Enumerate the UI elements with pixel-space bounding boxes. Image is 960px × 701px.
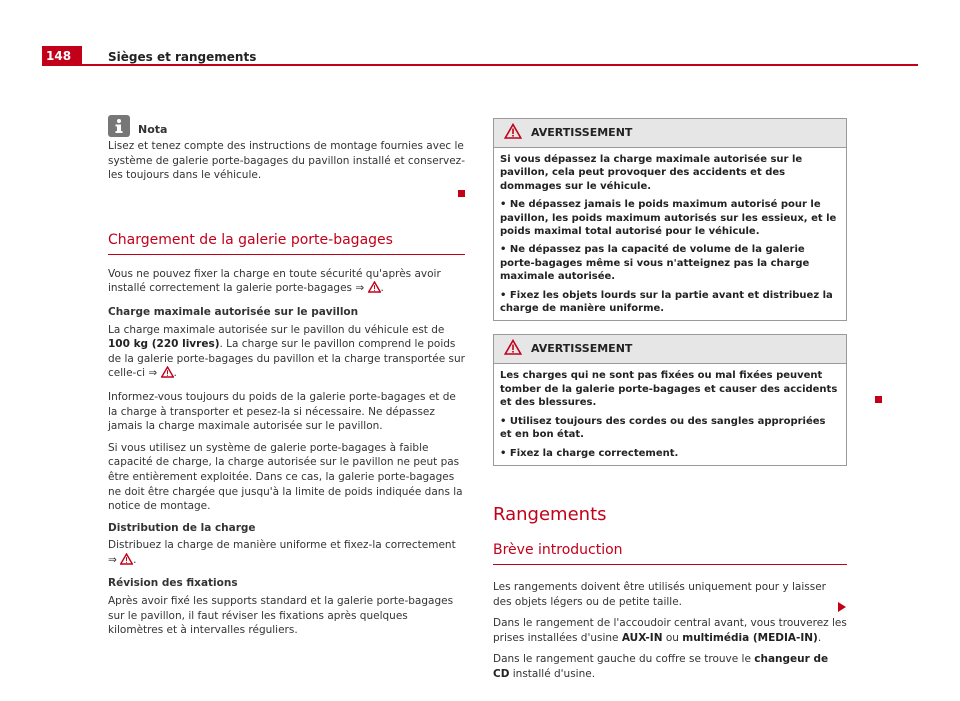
warning-link-icon[interactable] xyxy=(161,366,174,383)
max-load-title: Charge maximale autorisée sur le pavillon xyxy=(108,305,359,318)
max-load-p3: Si vous utilisez un système de galerie porte-bagages à faible capacité de charge, la charge autorisée sur le pavillon ne peut pas être entièrement exploitée. Dans ce cas, la galerie porte-bagages ne doit être chargée que jusqu'à la limite de poids indiquée dans la notice de montage. xyxy=(108,441,463,513)
warning-link-icon[interactable] xyxy=(368,281,381,298)
loading-intro: Vous ne pouvez fixer la charge en toute sécurité qu'après avoir installé correctement la galerie porte-bagages ⇒ . xyxy=(108,267,465,298)
distribution-title: Distribution de la charge xyxy=(108,521,256,534)
warning-body xyxy=(494,364,846,464)
distribution-text: Distribuez la charge de manière uniforme et fixez-la correctement ⇒ . xyxy=(108,538,465,569)
note-title: Nota xyxy=(138,122,168,136)
warning-bullet: • Ne dépassez pas la capacité de volume de la galerie porte-bagages même si vous n'atteignez pas la charge maximale autorisée. xyxy=(500,244,810,283)
storage-p2: Dans le rangement de l'accoudoir central avant, vous trouverez les prises installées d'usine AUX-IN ou multimédia (MEDIA-IN). xyxy=(493,617,847,644)
warning-header xyxy=(494,119,846,148)
warning-box-securing-load xyxy=(493,334,847,465)
header-rule xyxy=(42,64,918,66)
page-number: 148 xyxy=(42,46,82,66)
storage-subheading: Brève introduction xyxy=(493,541,847,565)
warning-triangle-icon xyxy=(504,123,522,144)
section-title: Sièges et rangements xyxy=(108,50,257,64)
fixations-title: Révision des fixations xyxy=(108,577,238,590)
warning-line: Si vous dépassez la charge maximale autorisée sur le pavillon, cela peut provoquer des accidents et des dommages sur le véhicule. xyxy=(500,154,803,192)
warning-box-roof-load xyxy=(493,118,847,321)
warning-header xyxy=(494,335,846,364)
warning-bullet: • Utilisez toujours des cordes ou des sangles appropriées et en bon état. xyxy=(500,415,826,441)
warning-bullet: • Ne dépassez jamais le poids maximum autorisé pour le pavillon, les poids maximum autorisés sur les essieux, et le poids maximal total autorisé pour le véhicule. xyxy=(500,199,837,238)
warning-body xyxy=(494,148,846,320)
note-header xyxy=(108,115,465,137)
warning-title: AVERTISSEMENT xyxy=(531,125,633,139)
end-of-section-mark xyxy=(875,396,882,403)
warning-bullet: • Fixez la charge correctement. xyxy=(500,447,679,459)
warning-title: AVERTISSEMENT xyxy=(531,342,633,356)
storage-p1: Les rangements doivent être utilisés uniquement pour y laisser des objets légers ou de petite taille. xyxy=(493,580,826,608)
warning-triangle-icon xyxy=(504,339,522,360)
max-load-p1: La charge maximale autorisée sur le pavillon du véhicule est de 100 kg (220 livres). La charge sur le pavillon comprend le poids de la galerie porte-bagages du pavillon et la charge transportée sur celle-ci ⇒ . xyxy=(108,323,465,383)
warning-bullet: • Fixez les objets lourds sur la partie avant et distribuez la charge de manière uniforme. xyxy=(500,289,833,315)
warning-link-icon[interactable] xyxy=(120,553,133,570)
loading-heading: Chargement de la galerie porte-bagages xyxy=(108,231,465,255)
arrow-right-icon xyxy=(838,602,846,617)
fixations-text: Après avoir fixé les supports standard et la galerie porte-bagages sur le pavillon, il faut réviser les fixations après quelques kilomètres et à intervalles réguliers. xyxy=(108,595,454,637)
note-text: Lisez et tenez compte des instructions de montage fournies avec le système de galerie porte-bagages du pavillon installé et conservez-les toujours dans le véhicule. xyxy=(108,140,465,182)
max-load-p2: Informez-vous toujours du poids de la galerie porte-bagages et de la charge à transporter et pesez-la si nécessaire. Ne dépassez jamais la charge maximale autorisée sur le pavillon. xyxy=(108,390,456,433)
storage-heading: Rangements xyxy=(493,503,607,525)
right-column xyxy=(493,118,847,688)
storage-p3: Dans le rangement gauche du coffre se trouve le changeur de CD installé d'usine. xyxy=(493,653,829,680)
end-of-note-mark xyxy=(458,190,465,197)
info-icon xyxy=(108,115,130,137)
left-column xyxy=(108,115,465,645)
warning-line: Les charges qui ne sont pas fixées ou mal fixées peuvent tomber de la galerie porte-bagages et causer des accidents et des blessures. xyxy=(500,370,838,409)
